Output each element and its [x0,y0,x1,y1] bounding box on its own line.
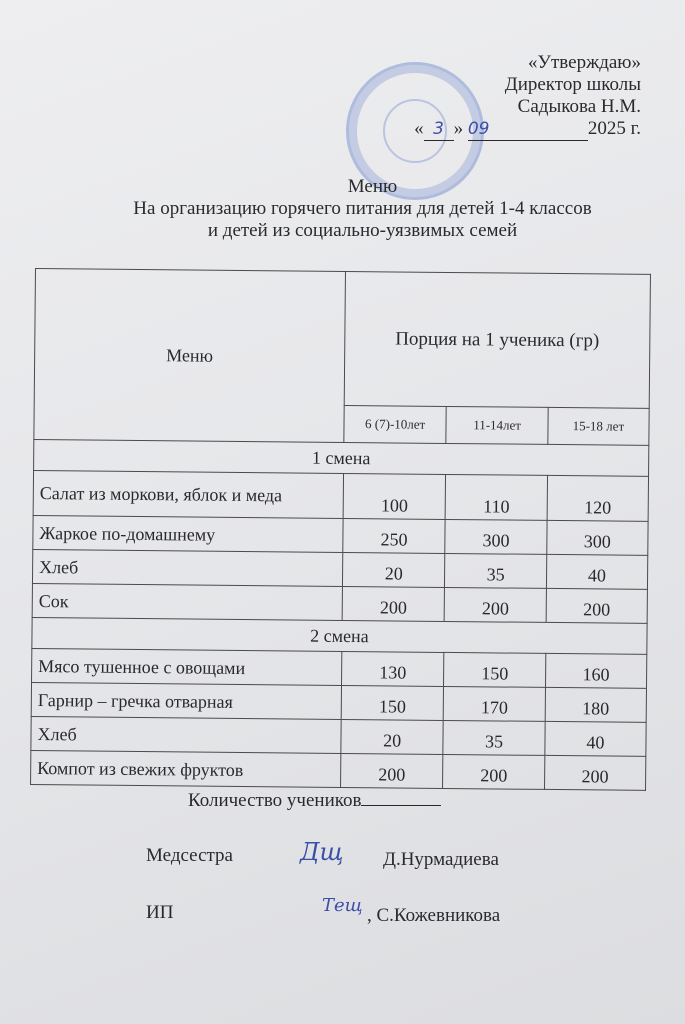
dish-name: Компот из свежих фруктов [31,750,341,787]
portion-value: 300 [547,520,649,555]
date-quote-open: « [414,118,424,139]
date-year: 2025 г. [587,118,641,139]
table-header-row [34,269,650,409]
header-menu: Меню [34,269,346,443]
approval-position: Директор школы [504,74,641,95]
shift-label: 2 смена [32,617,647,654]
dish-name: Хлеб [31,716,341,753]
portion-value: 180 [545,687,647,722]
nurse-name: Д.Нурмадиева [383,849,499,870]
portion-value: 35 [445,553,547,588]
document-subtitle-line1: На организацию горячего питания для детей 1-4 классов [133,198,592,219]
portion-value: 300 [445,519,547,554]
nurse-signature-icon: Дщ [300,838,344,866]
age-group: 11-14лет [446,407,548,445]
shift-label: 1 смена [34,439,649,476]
date-day: 3 [424,118,454,141]
portion-value: 40 [545,721,647,756]
student-count-blank [361,805,441,806]
portion-value: 110 [446,474,548,520]
age-group: 15-18 лет [548,408,650,446]
dish-name: Жаркое по-домашнему [33,515,343,552]
portion-value: 160 [545,653,647,688]
portion-value: 130 [341,651,444,686]
portion-value: 150 [444,652,546,687]
menu-table [30,268,651,791]
student-count-field [188,790,441,812]
portion-value: 200 [443,754,545,789]
age-group: 6 (7)-10лет [344,406,447,444]
dish-name: Гарнир – гречка отварная [31,682,341,719]
ip-role: ИП [146,902,174,923]
approval-header: «Утверждаю» [528,52,641,73]
portion-value: 250 [343,518,446,553]
portion-value: 200 [445,587,547,622]
document-title: Меню [347,176,398,197]
portion-value: 200 [546,588,648,623]
approval-date [414,118,641,141]
portion-value: 20 [342,552,445,587]
portion-value: 200 [544,755,646,790]
approval-name: Садыкова Н.М. [517,96,641,117]
portion-value: 20 [341,719,444,754]
portion-value: 35 [443,720,545,755]
portion-value: 150 [341,685,444,720]
header-portion: Порция на 1 ученика (гр) [344,271,650,408]
portion-value: 170 [444,686,546,721]
table-row [33,470,648,521]
dish-name: Хлеб [32,549,342,586]
ip-name: , С.Кожевникова [367,905,501,926]
approval-block [414,52,641,141]
portion-value: 120 [547,475,649,521]
table-row [31,750,646,790]
portion-value: 40 [546,554,648,589]
portion-value: 200 [342,586,445,621]
ip-signature-icon: Тещ [322,895,363,916]
student-count-label: Количество учеников [188,790,362,811]
nurse-role: Медсестра [146,845,233,866]
dish-name: Сок [32,583,342,620]
dish-name: Мясо тушенное с овощами [32,648,342,685]
portion-value: 100 [343,473,446,519]
document-subtitle-line2: и детей из социально-уязвимых семей [207,220,518,241]
portion-value: 200 [340,753,443,788]
date-quote-close: » [453,118,464,139]
date-month: 09 [468,118,588,141]
dish-name: Салат из моркови, яблок и меда [33,470,343,518]
